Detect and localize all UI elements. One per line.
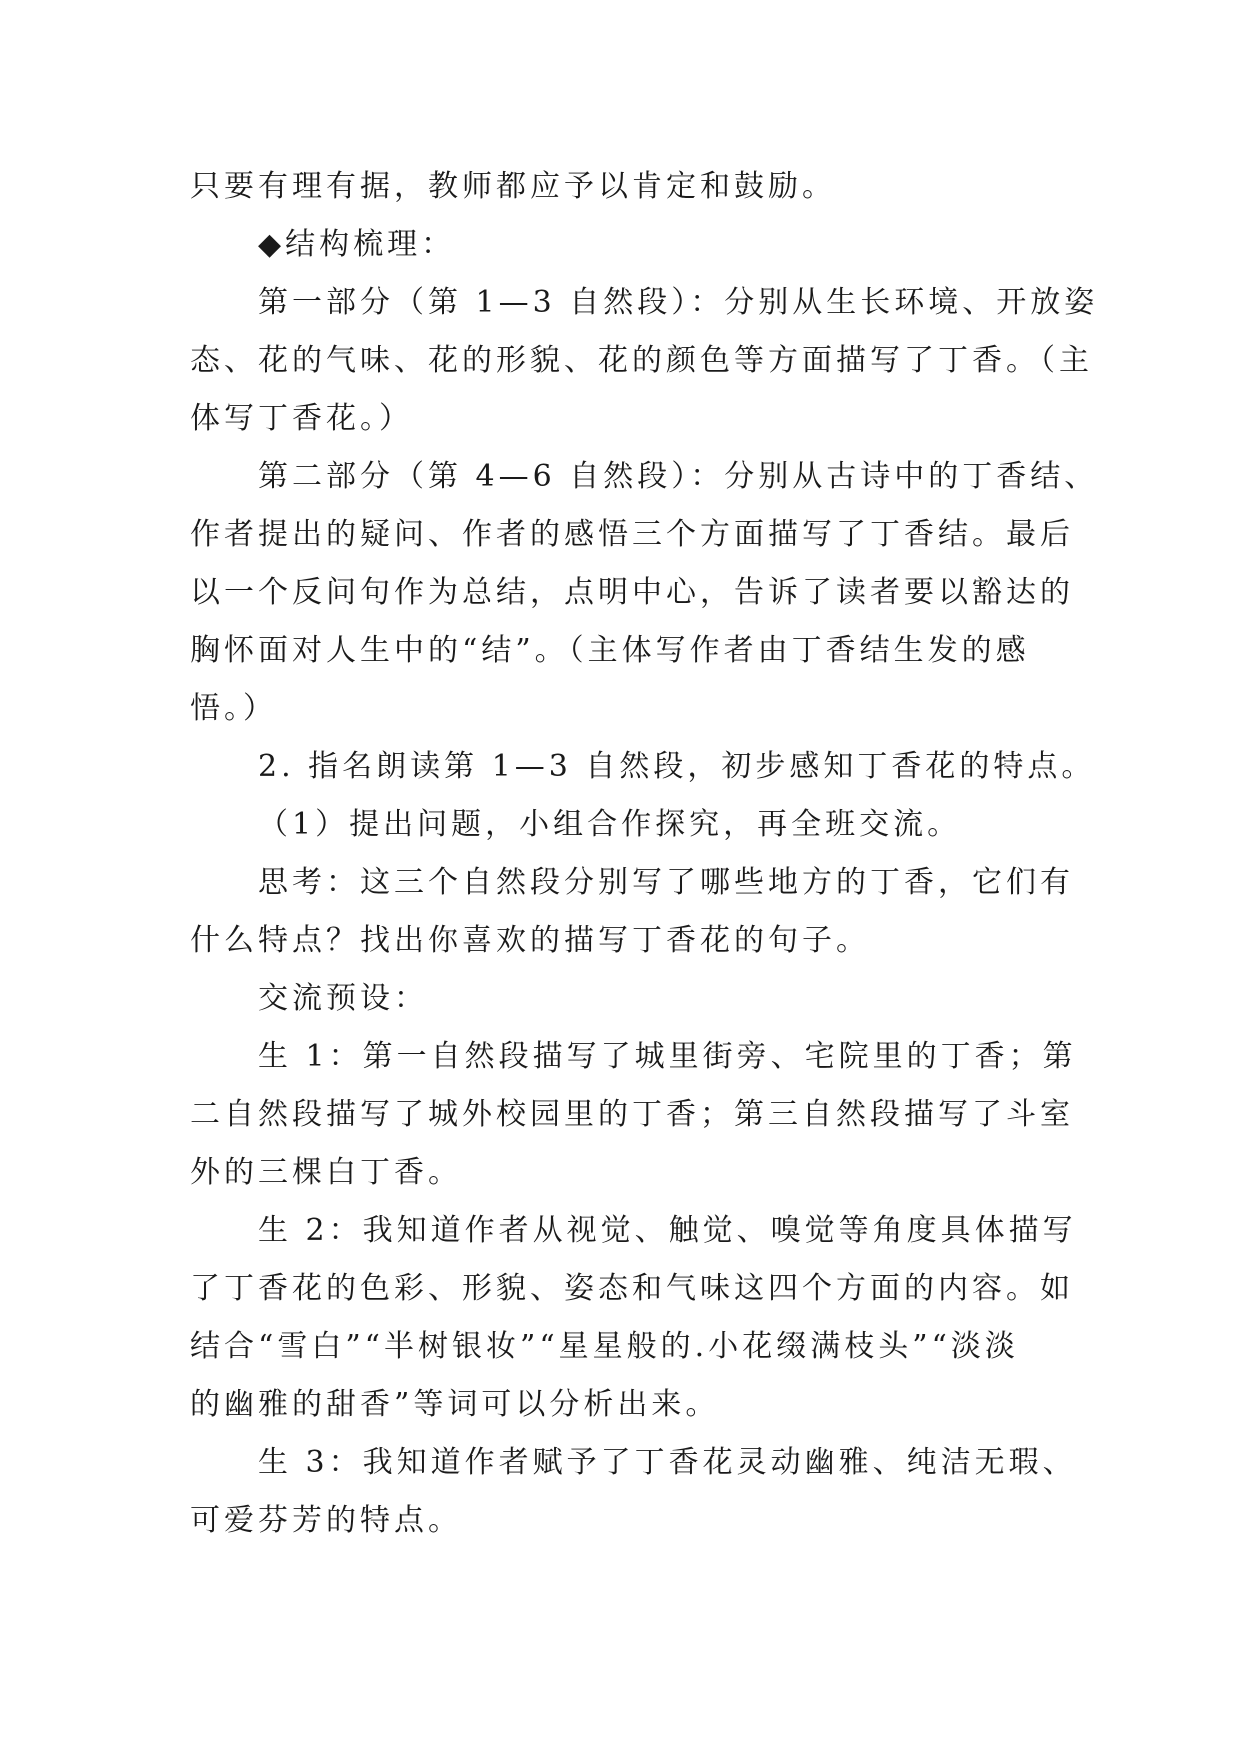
paragraph-line: 体写丁香花。） — [190, 401, 413, 436]
paragraph-line: 第二部分（第 4—6 自然段）：分别从古诗中的丁香结、 — [258, 459, 1099, 494]
paragraph-line: 第一部分（第 1—3 自然段）：分别从生长环境、开放姿 — [258, 285, 1099, 320]
paragraph-line: 可爱芬芳的特点。 — [190, 1503, 462, 1538]
paragraph-line: 生 3：我知道作者赋予了丁香花灵动幽雅、纯洁无瑕、 — [258, 1445, 1077, 1480]
paragraph-line: 只要有理有据，教师都应予以肯定和鼓励。 — [190, 169, 836, 204]
paragraph-line: 以一个反问句作为总结，点明中心，告诉了读者要以豁达的 — [190, 575, 1074, 610]
paragraph-line: 什么特点？找出你喜欢的描写丁香花的句子。 — [190, 923, 870, 958]
paragraph-line: 的幽雅的甜香”等词可以分析出来。 — [190, 1387, 720, 1422]
paragraph-line: 2. 指名朗读第 1—3 自然段，初步感知丁香花的特点。 — [258, 749, 1096, 784]
paragraph-line: （1）提出问题，小组合作探究，再全班交流。 — [258, 807, 962, 842]
paragraph-line: 结合“雪白”“半树银妆”“星星般的.小花缀满枝头”“淡淡 — [190, 1329, 1019, 1364]
paragraph-line: 胸怀面对人生中的“结”。（主体写作者由丁香结生发的感 — [190, 633, 1030, 668]
paragraph-line: 二自然段描写了城外校园里的丁香；第三自然段描写了斗室 — [190, 1097, 1074, 1132]
paragraph-line: 交流预设： — [258, 981, 428, 1016]
document-body — [190, 158, 1099, 1550]
paragraph-line: 作者提出的疑问、作者的感悟三个方面描写了丁香结。最后 — [190, 517, 1074, 552]
paragraph-line: 态、花的气味、花的形貌、花的颜色等方面描写了丁香。（主 — [190, 343, 1093, 378]
paragraph-line: 生 1：第一自然段描写了城里街旁、宅院里的丁香；第 — [258, 1039, 1077, 1074]
paragraph-line: 了丁香花的色彩、形貌、姿态和气味这四个方面的内容。如 — [190, 1271, 1074, 1306]
paragraph-line: 思考：这三个自然段分别写了哪些地方的丁香，它们有 — [258, 865, 1074, 900]
paragraph-line: 外的三棵白丁香。 — [190, 1155, 462, 1190]
paragraph-line: 生 2：我知道作者从视觉、触觉、嗅觉等角度具体描写 — [258, 1213, 1077, 1248]
section-heading-structure: ◆结构梳理： — [258, 227, 456, 262]
paragraph-line: 悟。） — [190, 691, 277, 726]
